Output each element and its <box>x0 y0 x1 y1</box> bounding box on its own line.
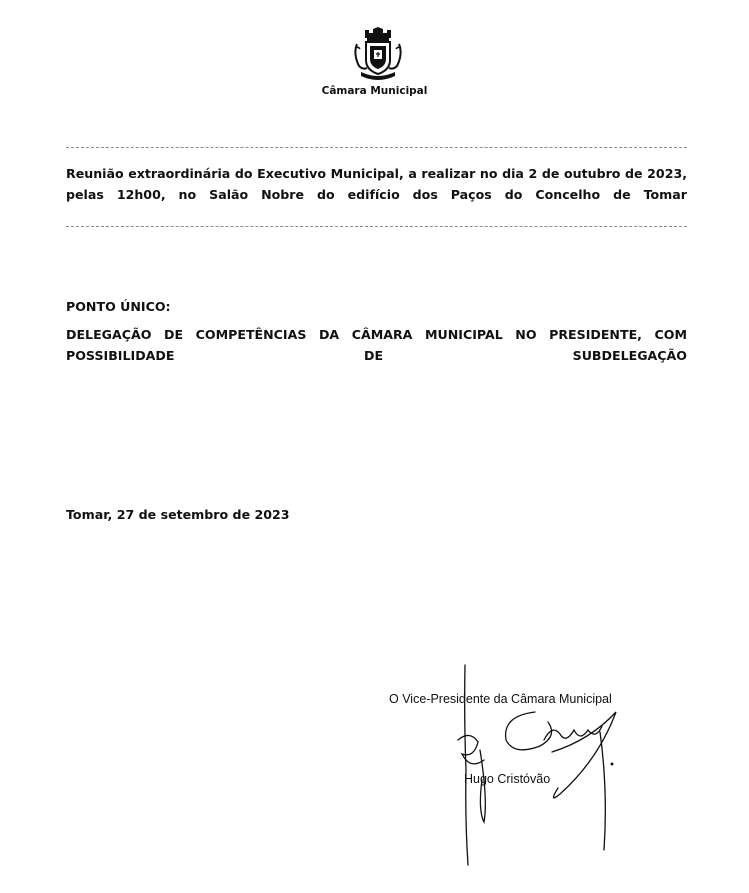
agenda-item: DELEGAÇÃO DE COMPETÊNCIAS DA CÂMARA MUNICIPAL NO PRESIDENTE, COM POSSIBILIDADE DE SUBDELEGAÇÃO <box>66 327 687 363</box>
agenda-label: PONTO ÚNICO: <box>66 299 171 314</box>
organization-name: Câmara Municipal <box>321 85 428 97</box>
handwritten-signature <box>440 660 650 875</box>
signatory-name: Hugo Cristóvão <box>464 772 551 786</box>
signatory-role: O Vice-Presidente da Câmara Municipal <box>389 692 612 706</box>
place-date: Tomar, 27 de setembro de 2023 <box>66 507 290 522</box>
coat-of-arms-icon <box>349 24 407 80</box>
separator-top <box>66 147 687 148</box>
meeting-announcement: Reunião extraordinária do Executivo Municipal, a realizar no dia 2 de outubro de 2023, pelas 12h00, no Salão Nobre do edifício dos Paços do Concelho de Tomar <box>66 166 687 202</box>
separator-bottom <box>66 226 687 227</box>
